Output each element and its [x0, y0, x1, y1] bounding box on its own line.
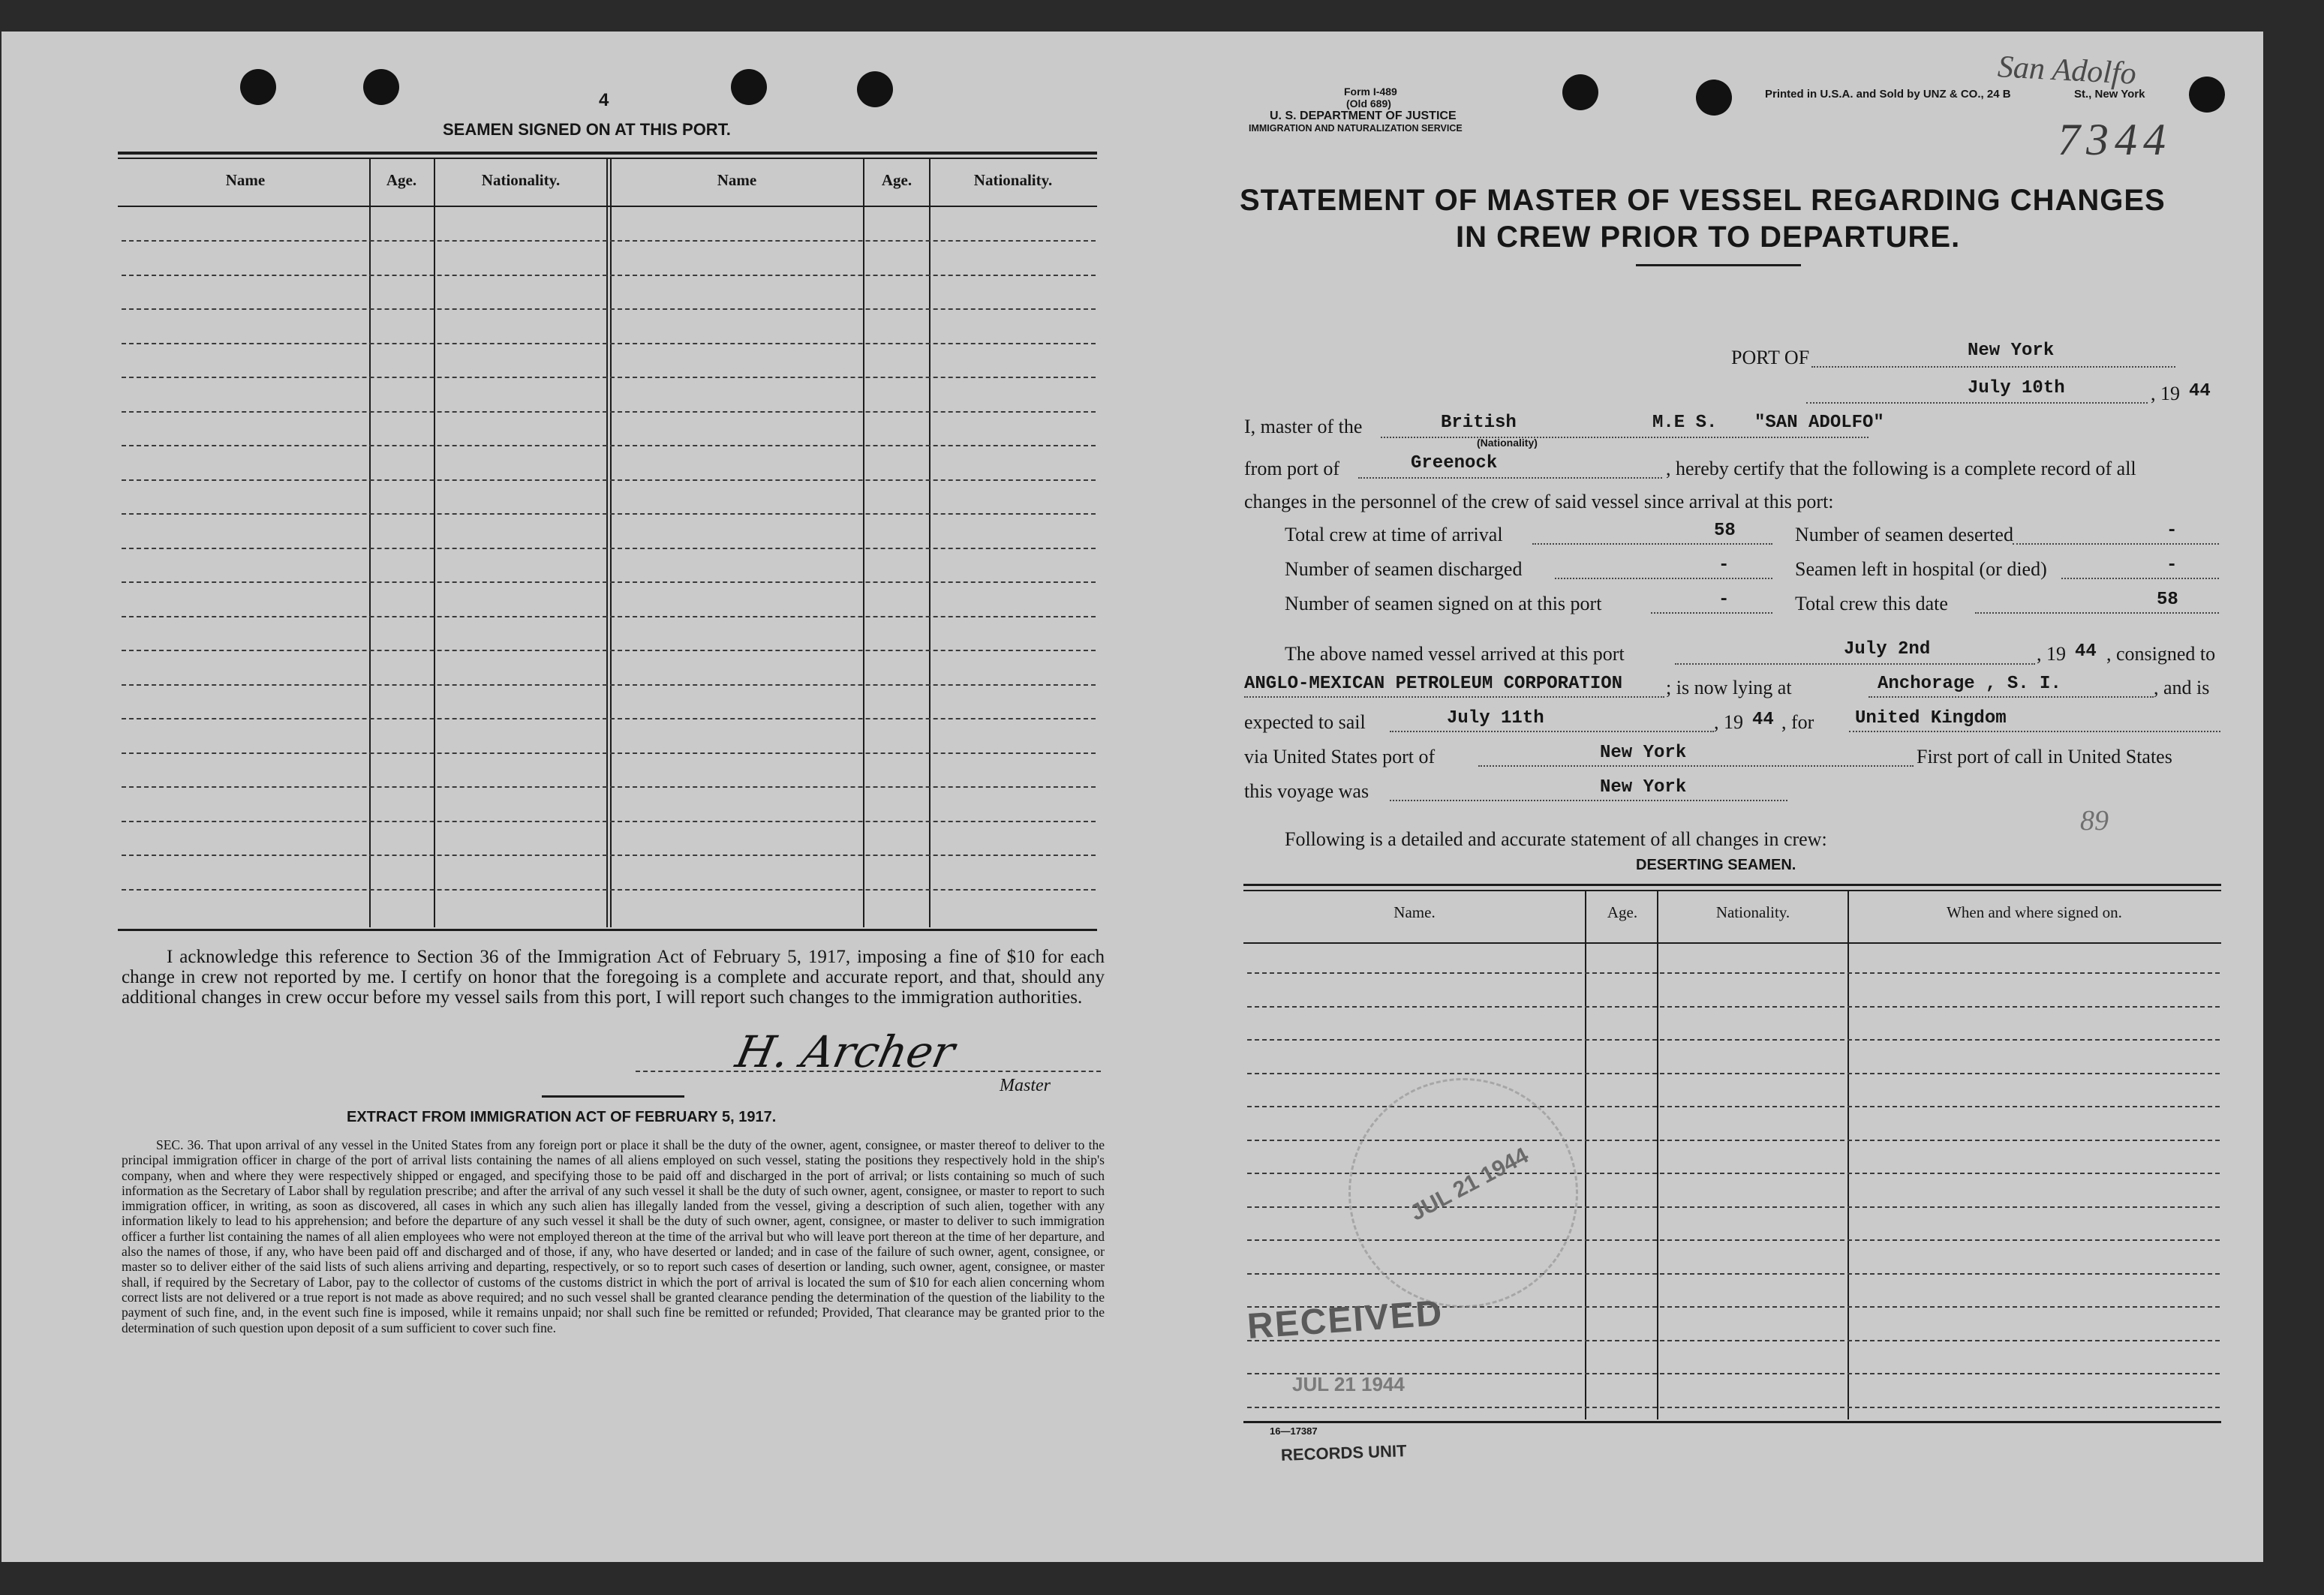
form-old-number: (Old 689)	[1346, 98, 1391, 110]
punch-hole	[857, 71, 893, 107]
received-stamp: RECEIVED	[1246, 1293, 1445, 1347]
total-date-value: 58	[2157, 590, 2178, 610]
deserting-col-nationality: Nationality.	[1715, 903, 1790, 921]
deserting-top-rule	[1243, 884, 2221, 886]
table-row-line	[122, 855, 1096, 856]
consignee-value: ANGLO-MEXICAN PETROLEUM CORPORATION	[1244, 674, 1623, 694]
total-date-label: Total crew this date	[1795, 593, 1948, 614]
service-name: IMMIGRATION AND NATURALIZATION SERVICE	[1249, 123, 1463, 134]
from-port-line	[1358, 477, 1662, 479]
year-value: 44	[2189, 381, 2211, 401]
deserting-header-rule	[1243, 942, 2221, 944]
and-is-label: , and is	[2154, 677, 2210, 698]
for-label: , for	[1781, 711, 1814, 733]
from-port-value: Greenock	[1411, 453, 1498, 473]
document-sheet	[2, 32, 2263, 1562]
form-title-line1: STATEMENT OF MASTER OF VESSEL REGARDING CHANGES	[1240, 184, 2166, 217]
certify-text-2: changes in the personnel of the crew of said vessel since arrival at this port:	[1244, 491, 1834, 512]
title-underline	[1636, 264, 1801, 266]
printer-note-end: St., New York	[2074, 88, 2145, 101]
form-code: 16—17387	[1270, 1425, 1318, 1437]
deserting-col-age: Age.	[1607, 903, 1638, 921]
sail-year-prefix: , 19	[1714, 711, 1743, 733]
consignee-line	[1244, 696, 1664, 698]
vessel-type: M.E S.	[1652, 413, 1718, 433]
table-row-line	[122, 718, 1096, 719]
certify-text: , hereby certify that the following is a complete record of all	[1666, 458, 2136, 479]
arrived-label: The above named vessel arrived at this port	[1285, 643, 1625, 665]
punch-hole	[363, 69, 399, 105]
printer-note: Printed in U.S.A. and Sold by UNZ & CO., 24 B	[1765, 88, 2011, 101]
table-row-line	[122, 752, 1096, 754]
extract-text: SEC. 36. That upon arrival of any vessel in the United States from any foreign port or place it shall be the duty of the owner, agent, consignee, or master thereof to deliver to the principal immigration officer in charge of the port of arrival lists containing the names of all aliens employed on such vessel, stating the positions they respectively hold in the ship's company, when and where they were respectively shipped or engaged, and specifying those to be paid off and discharged in the port of arrival; or lists containing so much of such information as the Secretary of Labor shall by regulation prescribe; and after the arrival of any such vessel it shall be the duty of such owner, agent, consignee, or master to report to such immigration officer, in writing, as soon as discovered, all cases in which any such alien has illegally landed from the vessel, giving a description of such alien, together with any information likely to lead to his apprehension; and before the departure of any such vessel it shall be the duty of such owner, agent, consignee, or master to deliver to such immigration officer a further list containing the names of all alien employees who were not employed thereon at the time of the arrival but who will leave port thereon at the time of her departure, and also the names of those, if any, who have been paid off and discharged and of those, if any, who have deserted or landed; and in case of the failure of such owner, agent, consignee, or master so to deliver either of the said lists of such aliens arriving and departing, respectively, or so to report such cases of desertion or landing, such owner, agent, consignee, or master shall, if required by the Secretary of Labor, pay to the collector of customs of the customs district in which the port of arrival is located the sum of $10 for each alien concerning whom correct lists are not delivered or a true report is not made as above required; and no such vessel shall be granted clearance pending the determination of the question of the liability to the payment of such fine, and, in the event such fine is imposed, while it remains unpaid; nor shall such fine be remitted or refunded; Provided, That clearance may be granted prior to the determination of such question upon deposit of a sum sufficient to cover such fine.	[122, 1137, 1105, 1335]
first-port-label: First port of call in United States	[1917, 746, 2172, 767]
lying-line	[1869, 696, 2154, 698]
date-value: July 10th	[1968, 378, 2065, 398]
port-of-line	[1811, 366, 2175, 368]
round-stamp-date: JUL 21 1944	[1406, 1143, 1533, 1226]
table-row-line	[1247, 1340, 2220, 1341]
signed-on-line	[1651, 612, 1772, 614]
arrived-line	[1675, 663, 2035, 665]
table-row-line	[122, 308, 1096, 310]
divider-rule	[542, 1095, 684, 1098]
signed-on-label: Number of seamen signed on at this port	[1285, 593, 1602, 614]
master-signature: H. Archer	[731, 1026, 960, 1077]
deserted-label: Number of seamen deserted	[1795, 524, 2013, 545]
table-row-line	[122, 548, 1096, 549]
table-row-line	[122, 411, 1096, 413]
punch-hole	[731, 69, 767, 105]
column-header-nationality: Nationality.	[481, 171, 561, 189]
table-bottom-rule	[118, 929, 1097, 931]
column-header-name: Name	[225, 171, 266, 189]
deserting-col-name: Name.	[1393, 903, 1436, 921]
from-port-label: from port of	[1244, 458, 1340, 479]
punch-hole	[240, 69, 276, 105]
department-name: U. S. DEPARTMENT OF JUSTICE	[1270, 110, 1457, 122]
sail-date-value: July 11th	[1447, 708, 1544, 728]
form-title-line2: IN CREW PRIOR TO DEPARTURE.	[1456, 221, 1961, 254]
table-row-line	[122, 275, 1096, 276]
arrived-date: July 2nd	[1844, 639, 1931, 659]
table-top-rule	[118, 152, 1097, 155]
records-unit-stamp: RECORDS UNIT	[1280, 1441, 1407, 1464]
following-text: Following is a detailed and accurate statement of all changes in crew:	[1285, 828, 1827, 850]
left-table-title: SEAMEN SIGNED ON AT THIS PORT.	[443, 120, 731, 139]
punch-hole	[1696, 80, 1732, 116]
punch-hole	[1562, 74, 1598, 110]
lying-label: ; is now lying at	[1666, 677, 1792, 698]
total-date-line	[1975, 612, 2219, 614]
arrived-year-prefix: , 19	[2037, 643, 2066, 665]
nationality-line	[1381, 437, 1869, 438]
via-label: via United States port of	[1244, 746, 1436, 767]
hospital-label: Seamen left in hospital (or died)	[1795, 558, 2047, 580]
table-row-line	[122, 616, 1096, 617]
hospital-line	[2061, 578, 2219, 579]
page-number: 4	[599, 90, 609, 110]
port-of-label: PORT OF	[1731, 347, 1810, 368]
total-arrival-label: Total crew at time of arrival	[1285, 524, 1503, 545]
extract-title: EXTRACT FROM IMMIGRATION ACT OF FEBRUARY 5, 1917.	[347, 1109, 777, 1125]
master-label: Master	[1000, 1076, 1051, 1095]
table-row-line	[1247, 1006, 2220, 1008]
this-voyage-label: this voyage was	[1244, 780, 1369, 802]
table-row-line	[1247, 972, 2220, 974]
expected-label: expected to sail	[1244, 711, 1366, 733]
sail-year-value: 44	[1752, 710, 1774, 730]
deserted-value: -	[2166, 521, 2178, 541]
table-row-line	[1247, 1039, 2220, 1041]
column-header-name: Name	[717, 171, 757, 189]
deserting-bottom-rule	[1243, 1421, 2221, 1423]
acknowledgement-text: I acknowledge this reference to Section 36 of the Immigration Act of February 5, 1917, imposing a fine of $10 for each change in crew not reported by me. I certify on honor that the foregoing is a complete and accurate report, and that, should any additional changes in crew occur before my vessel sails from this port, I will report such changes to the immigration authorities.	[122, 947, 1105, 1008]
column-header-nationality: Nationality.	[973, 171, 1053, 189]
destination-line	[1849, 731, 2220, 732]
sail-date-line	[1390, 731, 1714, 732]
table-row-line	[122, 650, 1096, 651]
arrived-year: 44	[2075, 641, 2097, 662]
punch-hole	[2189, 77, 2225, 113]
first-port-line	[1390, 800, 1787, 801]
table-row-line	[122, 513, 1096, 515]
table-row-line	[122, 684, 1096, 686]
date-line	[1806, 402, 2148, 404]
consigned-label: , consigned to	[2106, 643, 2216, 665]
table-row-line	[1247, 1407, 2220, 1408]
table-row-line	[1247, 1073, 2220, 1074]
lying-value: Anchorage , S. I.	[1878, 674, 2061, 694]
handwritten-number: 7344	[2058, 115, 2172, 164]
deserted-line	[2013, 543, 2219, 545]
table-row-line	[122, 581, 1096, 583]
signed-on-value: -	[1718, 590, 1730, 610]
master-of-label: I, master of the	[1244, 416, 1363, 437]
table-row-line	[122, 377, 1096, 378]
table-row-line	[122, 445, 1096, 446]
column-header-age: Age.	[386, 171, 417, 189]
via-line	[1478, 765, 1914, 767]
deserting-col-signed: When and where signed on.	[1947, 903, 2122, 921]
via-value: New York	[1600, 743, 1687, 763]
port-of-value: New York	[1968, 341, 2055, 361]
total-arrival-line	[1532, 543, 1772, 545]
destination-value: United Kingdom	[1855, 708, 2007, 728]
first-port-value: New York	[1600, 777, 1687, 798]
deserting-title: DESERTING SEAMEN.	[1636, 857, 1796, 873]
discharged-value: -	[1718, 555, 1730, 575]
total-arrival-value: 58	[1714, 521, 1736, 541]
table-row-line	[122, 479, 1096, 481]
column-header-age: Age.	[881, 171, 912, 189]
received-stamp-date: JUL 21 1944	[1292, 1373, 1405, 1395]
table-row-line	[122, 821, 1096, 822]
hospital-value: -	[2166, 555, 2178, 575]
nationality-value: British	[1441, 413, 1517, 433]
table-row-line	[122, 889, 1096, 891]
handwritten-vessel-note: San Adolfo	[1996, 50, 2137, 92]
handwritten-page-number: 89	[2080, 805, 2109, 837]
discharged-line	[1555, 578, 1772, 579]
table-row-line	[122, 240, 1096, 242]
year-prefix: , 19	[2151, 383, 2180, 404]
nationality-caption: (Nationality)	[1477, 437, 1538, 449]
vessel-name: "SAN ADOLFO"	[1754, 413, 1884, 433]
discharged-label: Number of seamen discharged	[1285, 558, 1523, 580]
deserting-top-rule	[1243, 890, 2221, 891]
table-row-line	[122, 786, 1096, 788]
form-number: Form I-489	[1344, 86, 1397, 98]
table-row-line	[122, 343, 1096, 344]
